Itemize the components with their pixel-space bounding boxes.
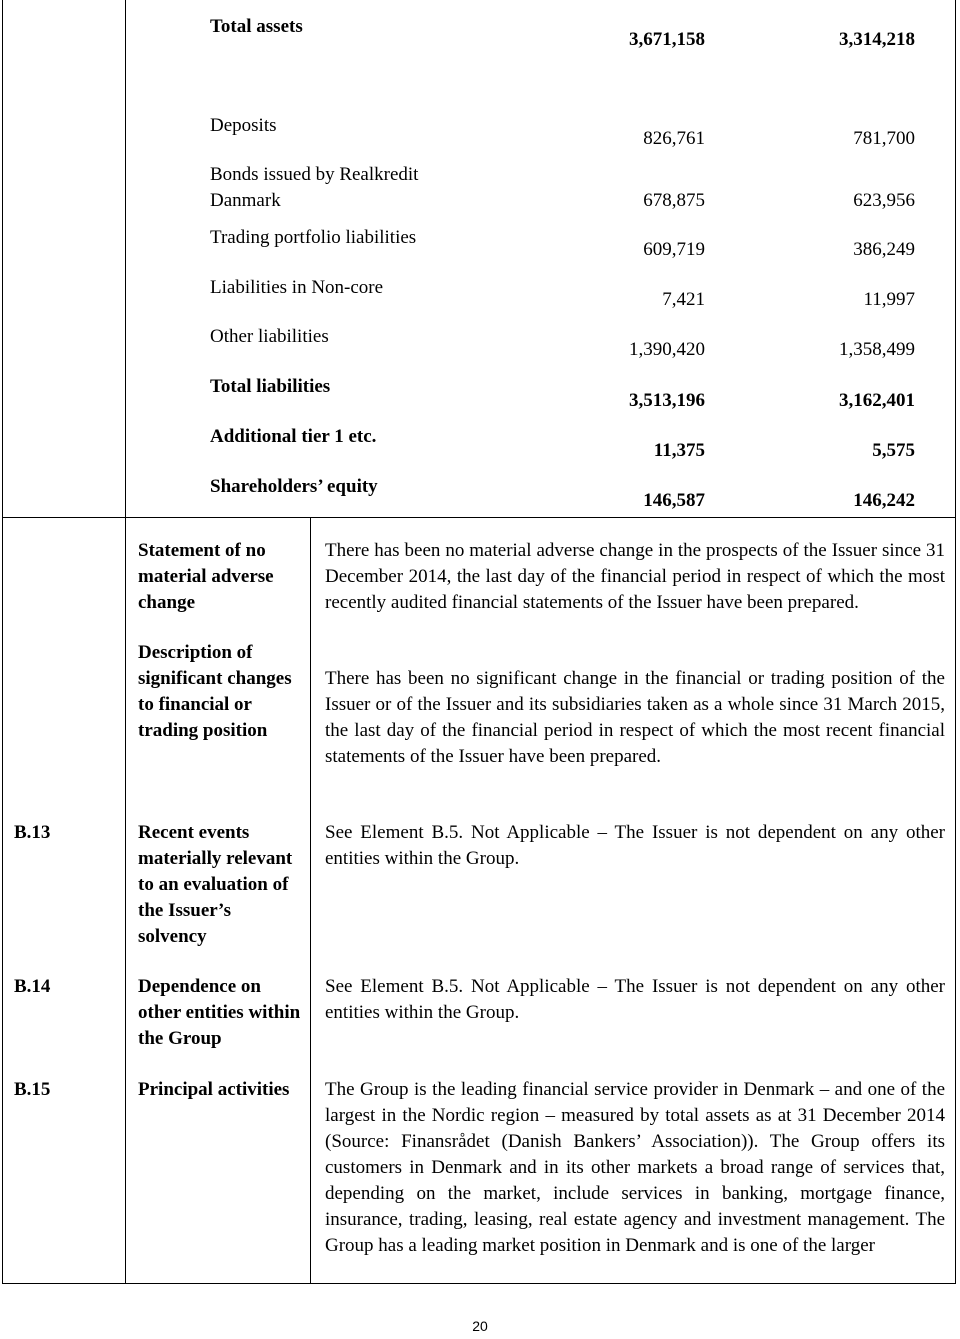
- shareholders-equity-2014: 146,587: [643, 490, 705, 511]
- bonds-issued-2013: 623,956: [853, 190, 915, 211]
- label-additional-tier1: Additional tier 1 etc.: [210, 426, 377, 447]
- page-number: 20: [472, 1318, 488, 1334]
- other-liabilities-2014: 1,390,420: [629, 339, 705, 360]
- additional-tier1-2013: 5,575: [872, 440, 915, 461]
- element-id-b14: B.14: [14, 976, 51, 997]
- text-principal-activities: The Group is the leading financial service provider in Denmark – and one of the largest in the Nordic region – measured by total assets as at 31 December 2014 (Source: Finansrådet (Danish Bankers’ Association)). The Group offers its customers in Denmark and in its other markets a broad range of services that, depending on the market, include services in banking, mortgage finance, insurance, trading, leasing, real estate agency and investment management. The Group has a leading market position in Denmark and is one of the larger: [325, 1079, 945, 1256]
- other-liabilities-2013: 1,358,499: [839, 339, 915, 360]
- text-no-material-adverse-change: There has been no material adverse change in the prospects of the Issuer since 31 December 2014, the last day of the financial period in respect of which the most recently audited financial statements of the Issuer have been prepared.: [325, 540, 945, 613]
- trading-portfolio-liabilities-2014: 609,719: [643, 239, 705, 260]
- table-border-bottom: [2, 1283, 956, 1284]
- text-significant-changes: There has been no significant change in the financial or trading position of the Issuer or of the Issuer and its subsidiaries taken as a whole since 31 March 2015, the last day of the financial period in respect of which the most recent financial statements of the Issuer have been prepared.: [325, 668, 945, 767]
- label-deposits: Deposits: [210, 115, 277, 136]
- deposits-2013: 781,700: [853, 128, 915, 149]
- deposits-2014: 826,761: [643, 128, 705, 149]
- additional-tier1-2014: 11,375: [653, 440, 705, 461]
- table-border-col2: [310, 517, 311, 1284]
- bonds-issued-2014: 678,875: [643, 190, 705, 211]
- element-id-b13: B.13: [14, 822, 51, 843]
- heading-no-material-adverse-change: Statement of no material adverse change: [138, 540, 274, 613]
- label-total-assets: Total assets: [210, 16, 303, 37]
- label-total-liabilities: Total liabilities: [210, 376, 331, 397]
- element-id-b15: B.15: [14, 1079, 51, 1100]
- total-assets-2013: 3,314,218: [839, 29, 915, 50]
- heading-recent-events: Recent events materially relevant to an evaluation of the Issuer’s solvency: [138, 822, 293, 947]
- label-bonds-issued-line2: Danmark: [210, 190, 281, 211]
- table-border-left: [2, 0, 3, 1284]
- heading-dependence: Dependence on other entities within the Group: [138, 976, 301, 1049]
- heading-principal-activities: Principal activities: [138, 1079, 290, 1100]
- total-liabilities-2014: 3,513,196: [629, 390, 705, 411]
- label-bonds-issued-line1: Bonds issued by Realkredit: [210, 164, 419, 185]
- liabilities-non-core-2013: 11,997: [863, 289, 915, 310]
- label-other-liabilities: Other liabilities: [210, 326, 329, 347]
- total-assets-2014: 3,671,158: [629, 29, 705, 50]
- heading-significant-changes: Description of significant changes to financial or trading position: [138, 642, 292, 741]
- table-divider-financials: [2, 517, 956, 518]
- liabilities-non-core-2014: 7,421: [662, 289, 705, 310]
- text-dependence: See Element B.5. Not Applicable – The Issuer is not dependent on any other entities within the Group.: [325, 976, 945, 1023]
- shareholders-equity-2013: 146,242: [853, 490, 915, 511]
- table-border-col1: [125, 0, 126, 1284]
- table-border-right: [955, 0, 956, 1284]
- total-liabilities-2013: 3,162,401: [839, 390, 915, 411]
- label-shareholders-equity: Shareholders’ equity: [210, 476, 378, 497]
- text-recent-events: See Element B.5. Not Applicable – The Issuer is not dependent on any other entities within the Group.: [325, 822, 945, 869]
- label-liabilities-non-core: Liabilities in Non-core: [210, 277, 384, 298]
- label-trading-portfolio-liabilities: Trading portfolio liabilities: [210, 227, 417, 248]
- trading-portfolio-liabilities-2013: 386,249: [853, 239, 915, 260]
